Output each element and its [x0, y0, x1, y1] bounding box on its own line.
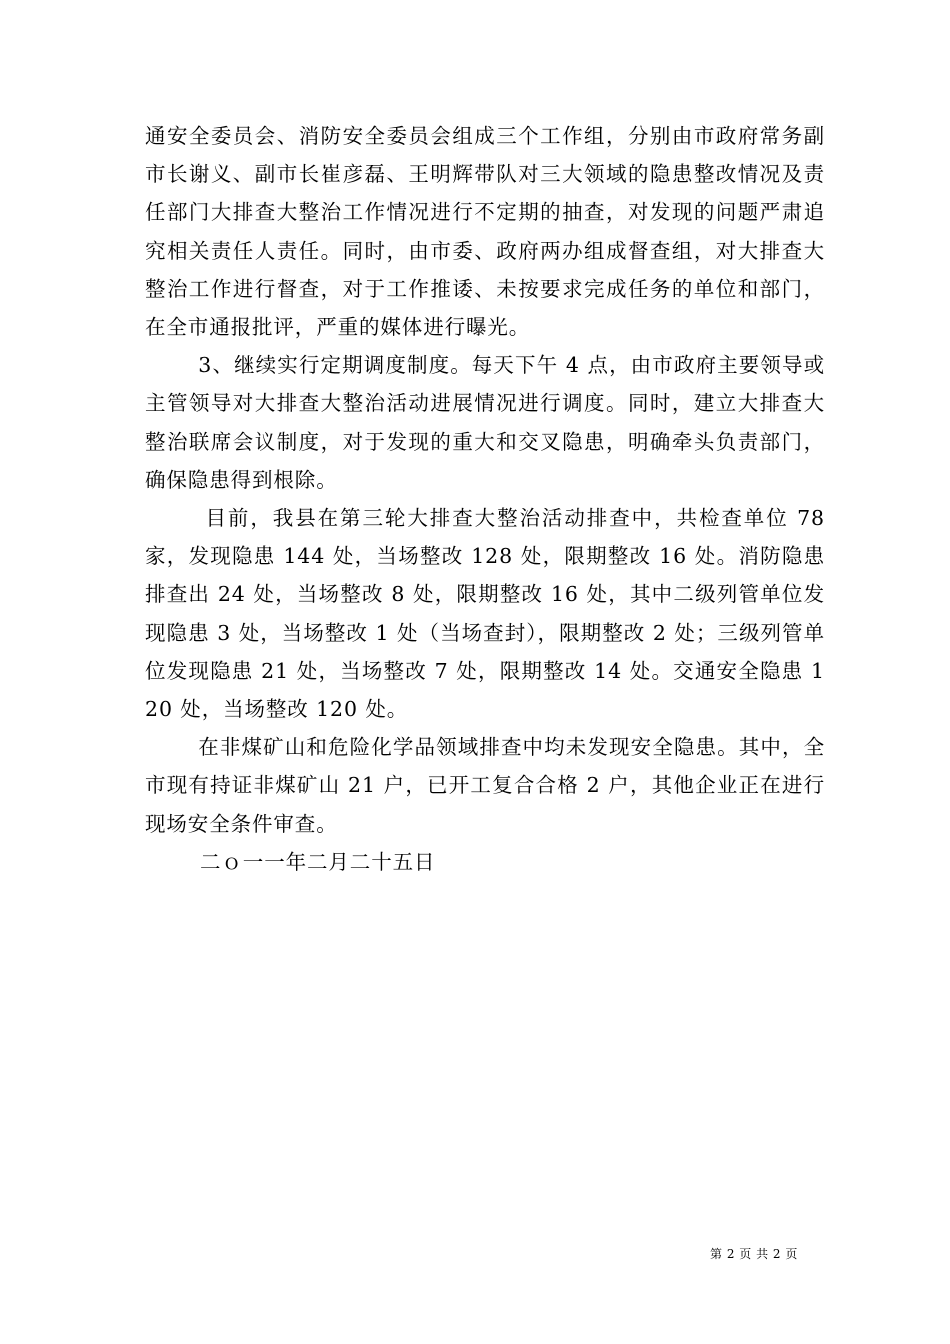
paragraph-work-groups: 通安全委员会、消防安全委员会组成三个工作组，分别由市政府常务副市长谢义、副市长崔彦磊、王明辉带队对三大领域的隐患整改情况及责任部门大排查大整治工作情况进行不定期的抽查，对发现的问题严肃追究相关责任人责任。同时，由市委、政府两办组成督查组，对大排查大整治工作进行督查，对于工作推诿、未按要求完成任务的单位和部门，在全市通报批评，严重的媒体进行曝光。 [145, 124, 825, 340]
page-number-footer: 第 2 页 共 2 页 [710, 1247, 798, 1261]
paragraph-scheduling-system: 3、继续实行定期调度制度。每天下午 4 点，由市政府主要领导或主管领导对大排查大整治活动进展情况进行调度。同时，建立大排查大整治联席会议制度，对于发现的重大和交叉隐患，明确牵头负责部门，确保隐患得到根除。 [145, 353, 825, 492]
document-date: 二ｏ一一年二月二十五日 [200, 849, 436, 874]
paragraph-mining-chemicals: 在非煤矿山和危险化学品领域排查中均未发现安全隐患。其中，全市现有持证非煤矿山 21 户，已开工复合合格 2 户，其他企业正在进行现场安全条件审查。 [145, 735, 825, 836]
document-body [145, 117, 825, 881]
paragraph-inspection-results: 目前，我县在第三轮大排查大整治活动排查中，共检查单位 78 家，发现隐患 144 处，当场整改 128 处，限期整改 16 处。消防隐患排查出 24 处，当场整改 8 处，限期整改 16 处，其中二级列管单位发现隐患 3 处，当场整改 1 处（当场查封），限期整改 2 处；三级列管单位发现隐患 21 处，当场整改 7 处，限期整改 14 处。交通安全隐患 120 处，当场整改 120 处。 [145, 506, 825, 722]
